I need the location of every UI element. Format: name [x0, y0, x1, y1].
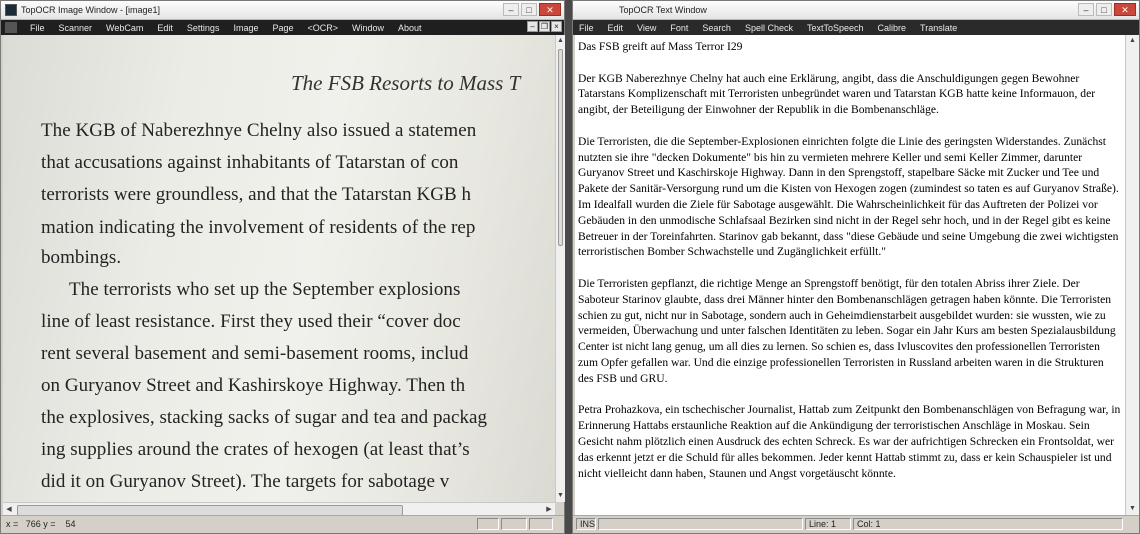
- insert-mode-indicator: INS: [576, 518, 596, 530]
- menu-search[interactable]: Search: [702, 22, 731, 33]
- mdi-restore-button[interactable]: ❐: [540, 22, 549, 31]
- image-text-line: rent several basement and semi-basement rooms, includ: [41, 343, 469, 364]
- text-window: [572, 0, 1140, 534]
- scroll-down-arrow-icon[interactable]: ▼: [557, 492, 564, 499]
- image-text-line: bombings.: [41, 247, 122, 268]
- status-panel: [598, 518, 803, 530]
- menu-settings[interactable]: Settings: [186, 22, 220, 33]
- menu-font[interactable]: Font: [670, 22, 689, 33]
- scroll-up-arrow-icon[interactable]: ▲: [557, 37, 564, 44]
- menu-page[interactable]: Page: [272, 22, 294, 33]
- mdi-system-icon[interactable]: [5, 22, 17, 33]
- menu-file[interactable]: File: [30, 22, 45, 33]
- image-text-line: terrorists were groundless, and that the Tatarstan KGB h: [41, 184, 472, 205]
- menu-file[interactable]: File: [579, 22, 594, 33]
- text-window-statusbar: [573, 515, 1139, 533]
- image-text-title: The FSB Resorts to Mass T: [291, 71, 521, 95]
- menu-text-to-speech[interactable]: TextToSpeech: [806, 22, 864, 33]
- close-button[interactable]: ✕: [1114, 3, 1136, 16]
- text-vertical-scrollbar[interactable]: [1125, 35, 1139, 515]
- image-text-line: the explosives, stacking sacks of sugar and tea and packag: [41, 407, 488, 428]
- mdi-minimize-button[interactable]: –: [527, 21, 538, 32]
- image-text-line: that accusations against inhabitants of Tatarstan of con: [41, 152, 459, 173]
- scroll-down-arrow-icon[interactable]: ▼: [1129, 505, 1136, 512]
- menu-ocr[interactable]: <OCR>: [307, 22, 339, 33]
- image-text-line: mation indicating the involvement of residents of the rep: [41, 217, 476, 238]
- text-window-title: TopOCR Text Window: [619, 5, 707, 15]
- cursor-coordinates: x = 766 y = 54: [6, 519, 76, 529]
- menu-view[interactable]: View: [637, 22, 657, 33]
- menu-scanner[interactable]: Scanner: [58, 22, 93, 33]
- image-window-statusbar: [1, 515, 564, 533]
- minimize-button[interactable]: –: [1078, 3, 1094, 16]
- image-vertical-scrollbar[interactable]: [555, 35, 565, 502]
- image-text-line: ing supplies around the crates of hexogen (at least that’s: [41, 439, 470, 460]
- close-button[interactable]: ✕: [539, 3, 561, 16]
- text-paragraph: Die Terroristen gepflanzt, die richtige Menge an Sprengstoff benötigt, für den totalen Abriss ihrer Ziele. Der Saboteur Starinov glaubte, dass drei Männer hinter den Bombenanschlägen getragen haben könnte. Die Terroristen schien zu gut, nicht nur in Sabotage, sondern auch in Geheimdienstarbeit ausgebildet wurden: sie wussten, wie zu vermeiden, Überwachung und unter falschen Identitäten zu leben. Sogar ein Jahr Kurs am besten Spezialausbildung Center ist nicht lang genug, um all dies zu lernen. So schien es, dass Ivluscovites den professionellen Terroristen zum Opfer gefallen war. Und die einzige professionellen Terroristen in Russland arbeiten waren in die Strukturen des FSB und GRU.: [578, 276, 1116, 385]
- text-window-titlebar[interactable]: [573, 1, 1139, 20]
- image-window-menubar: [1, 20, 564, 35]
- maximize-button[interactable]: □: [1096, 3, 1112, 16]
- menu-calibre[interactable]: Calibre: [877, 22, 907, 33]
- scroll-up-arrow-icon[interactable]: ▲: [1129, 37, 1136, 44]
- image-window: [0, 0, 565, 534]
- image-text-line: The terrorists who set up the September explosions: [69, 279, 461, 300]
- column-indicator: Col: 1: [853, 518, 1123, 530]
- ocr-text-editor[interactable]: [575, 35, 1125, 515]
- image-text-line: on Guryanov Street and Kashirskoye Highway. Then th: [41, 375, 466, 396]
- menu-translate[interactable]: Translate: [920, 22, 958, 33]
- status-panel: [477, 518, 499, 530]
- menu-image[interactable]: Image: [233, 22, 259, 33]
- text-paragraph: Petra Prohazkova, ein tschechischer Journalist, Hattab zum Zeitpunkt den Bombenanschlägen von Befragung war, in Erinnerung Hattabs erstaunliche Reaktion auf die Ankündigung der terroristischen Anschläge in Moskau. Sein Gesicht nahm plötzlich einen Ausdruck des echten Schreck. Es war der aufrichtigen Schrecken ein Frontsoldat, wer das erkennt jetzt er die Schuld für alles bekommen. Jeder kennt Hattab stimmt zu, dass er kein Schauspieler ist und nicht vielleicht dann haben, Staunen und Angst vorgetäuscht könnte.: [578, 403, 1121, 480]
- image-text-line: did it on Guryanov Street). The targets for sabotage v: [41, 471, 450, 492]
- image-window-titlebar[interactable]: [1, 1, 564, 20]
- menu-window[interactable]: Window: [352, 22, 385, 33]
- vertical-scroll-thumb[interactable]: [558, 49, 563, 246]
- menu-webcam[interactable]: WebCam: [106, 22, 144, 33]
- minimize-button[interactable]: –: [503, 3, 519, 16]
- text-window-menubar: [573, 20, 1139, 35]
- status-panel: [529, 518, 553, 530]
- menu-edit[interactable]: Edit: [607, 22, 624, 33]
- image-text-line: line of least resistance. First they used their “cover doc: [41, 311, 461, 332]
- maximize-button[interactable]: □: [521, 3, 537, 16]
- image-text-line: The KGB of Naberezhnye Chelny also issued a statemen: [41, 120, 477, 141]
- status-panel: [501, 518, 527, 530]
- scroll-left-arrow-icon[interactable]: ◀: [6, 506, 12, 513]
- menu-about[interactable]: About: [398, 22, 422, 33]
- text-paragraph: Der KGB Naberezhnye Chelny hat auch eine Erklärung, angibt, dass die Anschuldigungen gegen Bewohner Tatarstans Komplizenschaft mit Terroristen unbegründet waren und Tatarstan KGB hatte keine Informauon, der angibt, der Beteiligung der Einwohner der Republik in die Bombenanschläge.: [578, 71, 1096, 117]
- scanned-image-canvas[interactable]: [3, 35, 555, 502]
- menu-edit[interactable]: Edit: [157, 22, 173, 33]
- text-paragraph: Die Terroristen, die die September-Explosionen einrichten folgte die Linie des geringsten Widerstandes. Zunächst nutzten sie ihre "decken Dokumente" bis hin zu vermieten mehrere Keller und semi Keller Zimmer, darunter Guryanov Street und Kaschirskoje Highway. Dann in den Sprengstoff, stapelbare Säcke mit Zucker und Tee und Pakete der Sanitär-Versorgung rund um die Kisten von Hexogen zogen (zumindest so taten es auf Guryanov Straße). Im Idealfall wurden die Ziele für Sabotage ausgewählt. Die Wahrscheinlichkeit für das Auftreten der Polizei vor Gebäuden in den unmodische Schlafsaal Bezirken sind nicht in der Regel sehr hoch, und in der Regel gibt es keine Betreuer in der Toreinfahrten. Starinov gab bekannt, dass "diese Gebäude und seine Umgebung die zwei wichtigsten terroristischen Bomber Schwachstelle und Zugänglichkeit erfüllt.": [578, 134, 1119, 259]
- topocr-app-icon: [5, 4, 17, 16]
- mdi-close-button[interactable]: ×: [551, 21, 562, 32]
- scroll-right-arrow-icon[interactable]: ▶: [546, 506, 552, 513]
- text-paragraph: Das FSB greift auf Mass Terror I29: [578, 40, 743, 53]
- image-window-title: TopOCR Image Window - [image1]: [21, 5, 161, 15]
- menu-spell-check[interactable]: Spell Check: [744, 22, 793, 33]
- line-indicator: Line: 1: [805, 518, 851, 530]
